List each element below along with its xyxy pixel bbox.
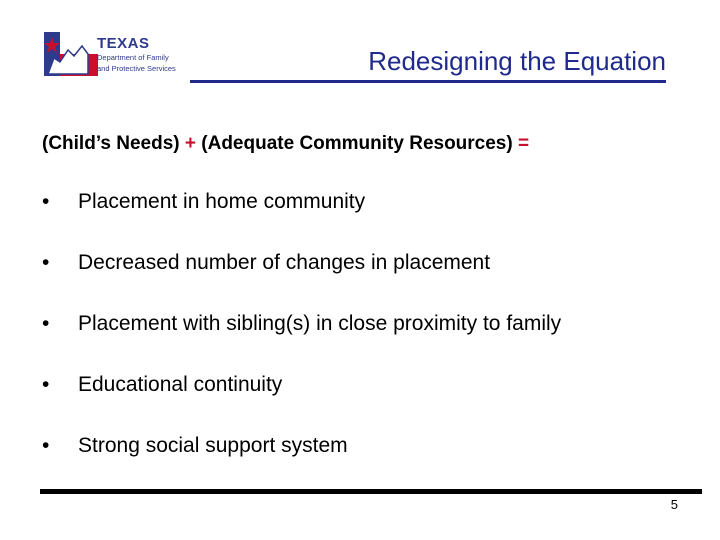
logo-title: TEXAS: [97, 35, 150, 52]
bullet-icon: •: [42, 312, 50, 335]
page-number: 5: [670, 497, 678, 512]
list-item: [42, 251, 561, 312]
bullet-icon: •: [42, 434, 50, 457]
list-item: [42, 312, 561, 373]
list-item-text: Placement with sibling(s) in close proximity to family: [78, 312, 562, 335]
plus-operator: +: [184, 133, 196, 154]
bullet-icon: •: [42, 373, 50, 396]
outcome-list: [42, 190, 561, 495]
footer-divider: [40, 489, 702, 494]
logo-line-2: and Protective Services: [97, 64, 176, 73]
logo-line-1: Department of Family: [97, 53, 169, 62]
title-divider: [190, 80, 666, 83]
equation-term-resources: (Adequate Community Resources): [201, 133, 513, 154]
equation-term-needs: (Child’s Needs): [42, 133, 180, 154]
list-item: [42, 434, 561, 495]
list-item-text: Educational continuity: [78, 373, 283, 396]
list-item-text: Placement in home community: [78, 190, 366, 213]
slide-title: Redesigning the Equation: [368, 46, 666, 76]
bullet-icon: •: [42, 190, 50, 213]
list-item: [42, 373, 561, 434]
list-item: [42, 190, 561, 251]
equals-operator: =: [518, 133, 530, 154]
list-item-text: Strong social support system: [78, 434, 348, 457]
texas-flag-icon: [44, 32, 98, 76]
list-item-text: Decreased number of changes in placement: [78, 251, 491, 274]
bullet-icon: •: [42, 251, 50, 274]
equation-line: [42, 133, 529, 155]
agency-logo: [44, 32, 184, 76]
